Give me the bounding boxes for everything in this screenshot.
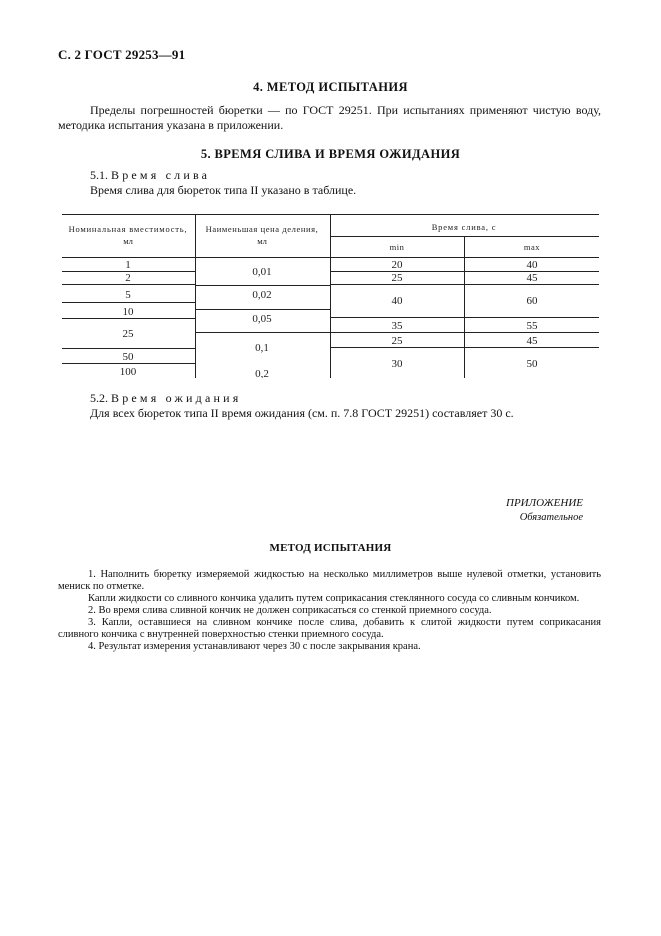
subheader-max: max — [523, 242, 541, 252]
appendix-procedure — [58, 569, 601, 653]
max-time-cell: 45 — [526, 272, 538, 284]
section-5-title: 5. ВРЕМЯ СЛИВА И ВРЕМЯ ОЖИДАНИЯ — [200, 147, 461, 161]
appendix-status: Обязательное — [519, 512, 583, 523]
min-time-cell: 40 — [391, 295, 403, 307]
procedure-step-1b: Капли жидкости со сливного кончика удалить путем соприкасания стеклянного сосуда со сливным кончиком. — [88, 593, 580, 604]
clause-5-2-number: 5.2. — [90, 391, 108, 405]
min-time-cell: 25 — [391, 335, 403, 347]
col2-header-line1: Наименьшая цена деления, — [205, 224, 319, 234]
max-time-cell: 45 — [526, 335, 538, 347]
procedure-step-4: 4. Результат измерения устанавливают через 30 с после закрывания крана. — [88, 641, 421, 652]
division-cell: 0,2 — [255, 368, 269, 378]
min-time-cell: 20 — [391, 259, 403, 271]
table-grid — [62, 214, 599, 378]
page-header: С. 2 ГОСТ 29253—91 — [58, 47, 186, 62]
max-time-cell: 55 — [526, 320, 538, 332]
clause-5-1-heading-line — [90, 168, 601, 183]
capacity-cell: 100 — [119, 366, 137, 378]
division-cell: 0,02 — [252, 289, 272, 301]
clause-5-2-heading: Время ожидания — [111, 391, 242, 405]
capacity-cell: 25 — [122, 328, 134, 340]
clause-5-1-number: 5.1. — [90, 168, 108, 182]
capacity-cell: 2 — [125, 272, 131, 284]
col3-header: Время слива, с — [431, 222, 497, 232]
appendix-title: МЕТОД ИСПЫТАНИЯ — [269, 542, 392, 554]
procedure-step-1: 1. Наполнить бюретку измеряемой жидкостью на несколько миллиметров выше нулевой отметки, установить мениск по отметке. — [58, 569, 601, 592]
division-cell: 0,1 — [255, 342, 269, 354]
min-time-cell: 30 — [391, 358, 403, 370]
capacity-cell: 50 — [122, 351, 134, 363]
clause-5-1-heading: Время слива — [111, 168, 211, 182]
capacity-cell: 1 — [125, 259, 131, 271]
max-time-cell: 60 — [526, 295, 538, 307]
division-cell: 0,01 — [252, 266, 272, 278]
clause-5-2-text: Для всех бюреток типа II время ожидания (см. п. 7.8 ГОСТ 29251) составляет 30 с. — [90, 406, 514, 420]
procedure-step-3: 3. Капли, оставшиеся на сливном кончике после слива, добавить к слитой жидкости путем соприкасания сливного кончика с внутренней поверхностью стенки приемного сосуда. — [58, 617, 601, 640]
section-4-text: Пределы погрешностей бюретки — по ГОСТ 29251. При испытаниях применяют чистую воду, методика испытания указана в приложении. — [58, 103, 601, 132]
appendix-label: ПРИЛОЖЕНИЕ — [506, 497, 583, 509]
max-time-cell: 50 — [526, 358, 538, 370]
min-time-cell: 35 — [391, 320, 403, 332]
col2-header-line2: мл — [257, 236, 267, 246]
procedure-step-2: 2. Во время слива сливной кончик не должен соприкасаться со стенкой приемного сосуда. — [88, 605, 492, 616]
max-time-cell: 40 — [526, 259, 538, 271]
clause-5-2-heading-line — [90, 391, 601, 406]
capacity-cell: 5 — [125, 289, 131, 301]
col1-header-line1: Номинальная вместимость, — [68, 224, 188, 234]
clause-5-1-text: Время слива для бюреток типа II указано в таблице. — [90, 183, 357, 197]
col1-header-line2: мл — [123, 236, 133, 246]
section-4-title: 4. МЕТОД ИСПЫТАНИЯ — [253, 80, 408, 94]
division-cell: 0,05 — [252, 313, 272, 325]
min-time-cell: 25 — [391, 272, 403, 284]
subheader-min: min — [389, 242, 405, 252]
drain-time-table — [62, 214, 599, 378]
capacity-cell: 10 — [122, 306, 134, 318]
